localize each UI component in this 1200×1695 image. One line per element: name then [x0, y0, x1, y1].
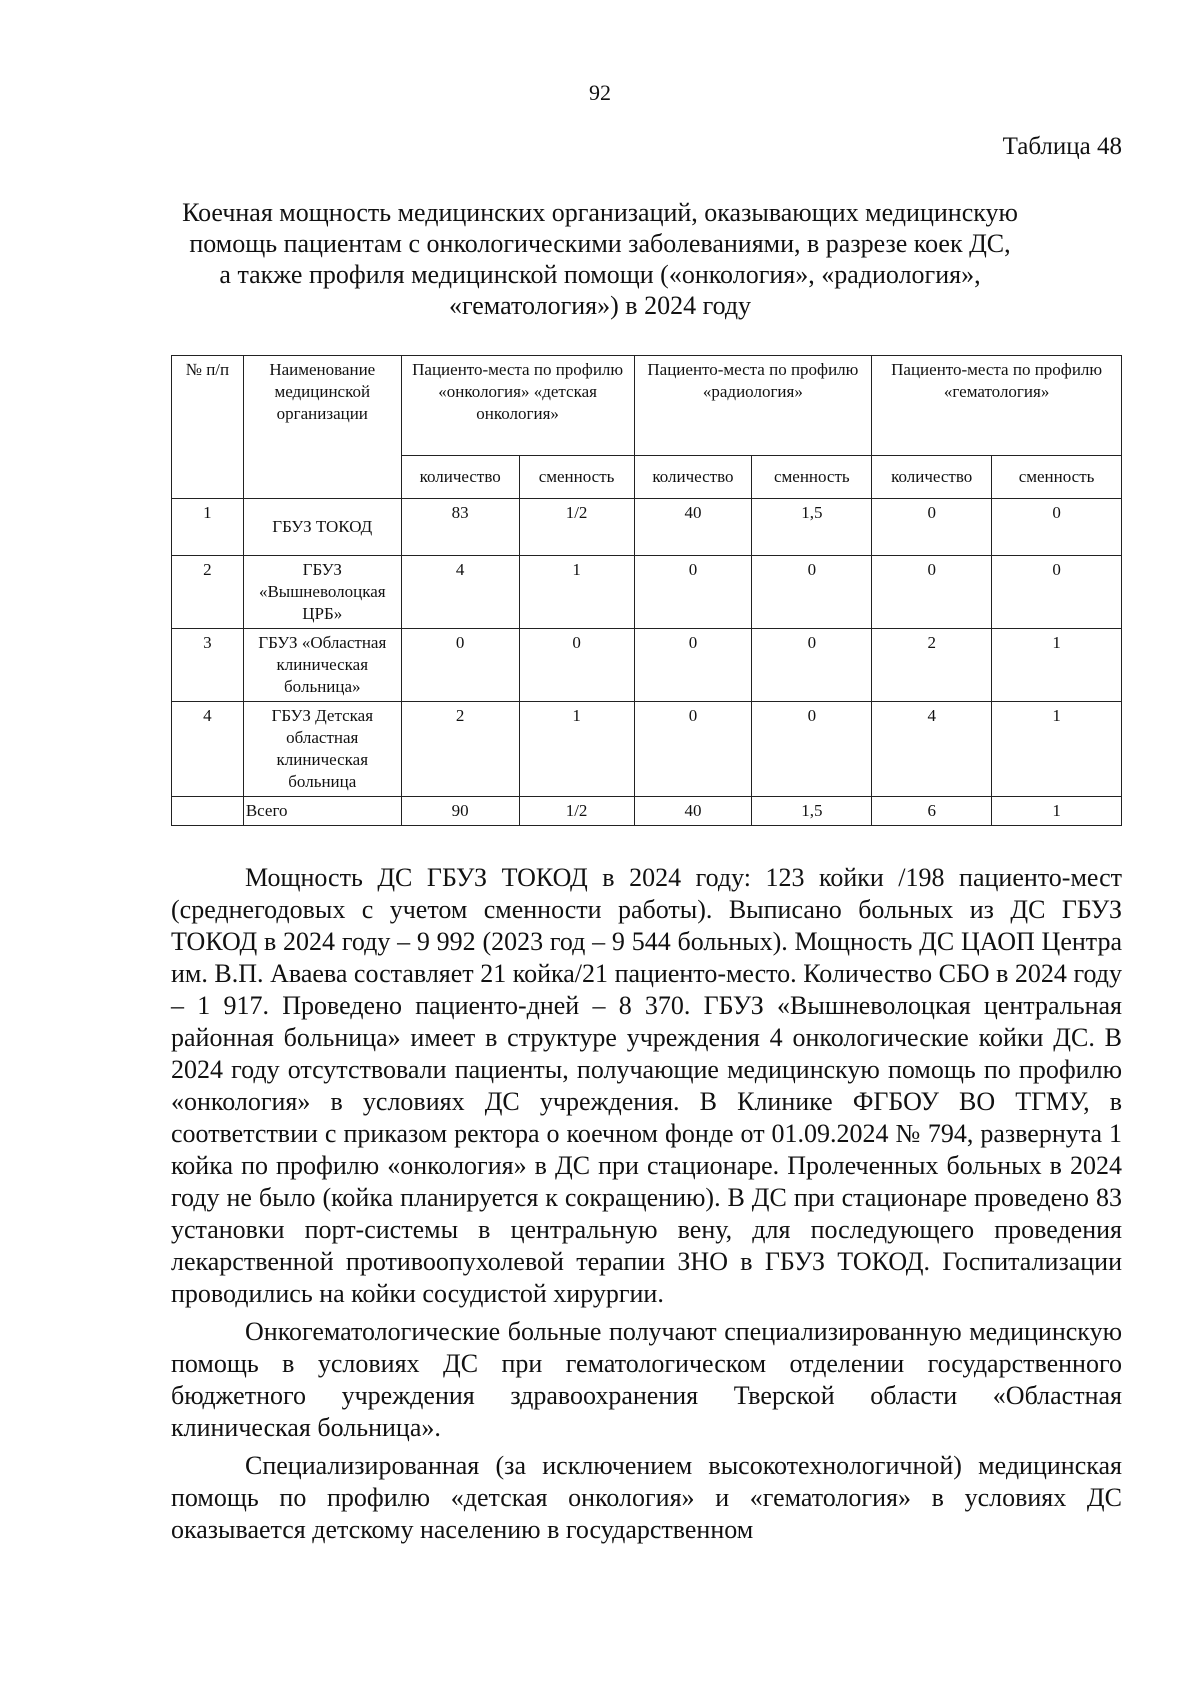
table-row: [172, 629, 1122, 702]
title-line: а также профиля медицинской помощи («онкология», «радиология»,: [219, 260, 981, 289]
cell-radio-shift: 0: [752, 629, 872, 702]
cell-radio-qty: 40: [634, 797, 752, 826]
header-org: Наименование медицинской организации: [243, 356, 401, 499]
cell-hemato-qty: 6: [872, 797, 992, 826]
cell-onco-shift: 1: [519, 702, 634, 797]
header-hemato-group: Пациенто-места по профилю «гематология»: [872, 356, 1122, 456]
header-hemato-shift: сменность: [992, 456, 1122, 499]
cell-onco-qty: 83: [401, 499, 519, 556]
header-onco-group: Пациенто-места по профилю «онкология» «детская онкология»: [401, 356, 634, 456]
cell-onco-qty: 0: [401, 629, 519, 702]
title-line: «гематология») в 2024 году: [448, 291, 752, 320]
cell-radio-qty: 0: [634, 702, 752, 797]
table-row: [172, 702, 1122, 797]
cell-onco-qty: 4: [401, 556, 519, 629]
cell-num: 1: [172, 499, 244, 556]
cell-onco-qty: 2: [401, 702, 519, 797]
cell-hemato-shift: 1: [992, 629, 1122, 702]
cell-hemato-qty: 0: [872, 556, 992, 629]
cell-num: 4: [172, 702, 244, 797]
table-row: [172, 499, 1122, 556]
cell-num: 2: [172, 556, 244, 629]
cell-hemato-shift: 0: [992, 499, 1122, 556]
table-label: Таблица 48: [1002, 133, 1122, 160]
cell-num: [172, 797, 244, 826]
header-radio-shift: сменность: [752, 456, 872, 499]
cell-radio-shift: 1,5: [752, 797, 872, 826]
table-total-row: [172, 797, 1122, 826]
cell-radio-shift: 1,5: [752, 499, 872, 556]
header-onco-quantity: количество: [401, 456, 519, 499]
paragraph: Специализированная (за исключением высокотехнологичной) медицинская помощь по профилю «детская онкология» и «гематология» в условиях ДС оказывается детскому населению в государственном: [171, 1451, 1122, 1544]
body-text: [171, 862, 1122, 1552]
cell-onco-shift: 1/2: [519, 797, 634, 826]
header-onco-shift: сменность: [519, 456, 634, 499]
cell-hemato-shift: 1: [992, 702, 1122, 797]
title-line: помощь пациентам с онкологическими заболеваниями, в разрезе коек ДС,: [189, 229, 1011, 258]
header-radio-group: Пациенто-места по профилю «радиология»: [634, 356, 872, 456]
cell-total-label: Всего: [243, 797, 401, 826]
cell-onco-qty: 90: [401, 797, 519, 826]
cell-radio-shift: 0: [752, 702, 872, 797]
cell-radio-shift: 0: [752, 556, 872, 629]
header-hemato-quantity: количество: [872, 456, 992, 499]
cell-hemato-qty: 0: [872, 499, 992, 556]
cell-hemato-qty: 4: [872, 702, 992, 797]
cell-org: ГБУЗ Детская областная клиническая больница: [243, 702, 401, 797]
cell-onco-shift: 1/2: [519, 499, 634, 556]
paragraph: Онкогематологические больные получают специализированную медицинскую помощь в условиях ДС при гематологическом отделении государственного бюджетного учреждения здравоохранения Тверской области «Областная клиническая больница».: [171, 1317, 1122, 1442]
cell-hemato-shift: 1: [992, 797, 1122, 826]
header-radio-quantity: количество: [634, 456, 752, 499]
cell-org: ГБУЗ «Областная клиническая больница»: [243, 629, 401, 702]
paragraph: Мощность ДС ГБУЗ ТОКОД в 2024 году: 123 койки /198 пациенто-мест (среднегодовых с учетом сменности работы). Выписано больных из ДС ГБУЗ ТОКОД в 2024 году – 9 992 (2023 год – 9 544 больных). Мощность ДС ЦАОП Центра им. В.П. Аваева составляет 21 койка/21 пациенто-место. Количество СБО в 2024 году – 1 917. Проведено пациенто-дней – 8 370. ГБУЗ «Вышневолоцкая центральная районная больница» имеет в структуре учреждения 4 онкологические койки ДС. В 2024 году отсутствовали пациенты, получающие медицинскую помощь по профилю «онкология» в условиях ДС учреждения. В Клинике ФГБОУ ВО ТГМУ, в соответствии с приказом ректора о коечном фонде от 01.09.2024 № 794, развернута 1 койка по профилю «онкология» в ДС при стационаре. Пролеченных больных в 2024 году не было (койка планируется к сокращению). В ДС при стационаре проведено 83 установки порт-системы в центральную вену, для последующего проведения лекарственной противоопухолевой терапии ЗНО в ГБУЗ ТОКОД. Госпитализации проводились на койки сосудистой хирургии.: [171, 863, 1122, 1308]
page-number: 92: [589, 80, 611, 105]
capacity-table: [171, 355, 1122, 826]
cell-radio-qty: 0: [634, 629, 752, 702]
cell-num: 3: [172, 629, 244, 702]
table-row: [172, 556, 1122, 629]
cell-hemato-shift: 0: [992, 556, 1122, 629]
cell-onco-shift: 1: [519, 556, 634, 629]
title-line: Коечная мощность медицинских организаций, оказывающих медицинскую: [182, 198, 1018, 227]
header-num: № п/п: [172, 356, 244, 499]
cell-onco-shift: 0: [519, 629, 634, 702]
cell-hemato-qty: 2: [872, 629, 992, 702]
cell-radio-qty: 0: [634, 556, 752, 629]
cell-org: ГБУЗ ТОКОД: [243, 499, 401, 556]
cell-radio-qty: 40: [634, 499, 752, 556]
cell-org: ГБУЗ «Вышневолоцкая ЦРБ»: [243, 556, 401, 629]
table-title: [150, 197, 1050, 321]
